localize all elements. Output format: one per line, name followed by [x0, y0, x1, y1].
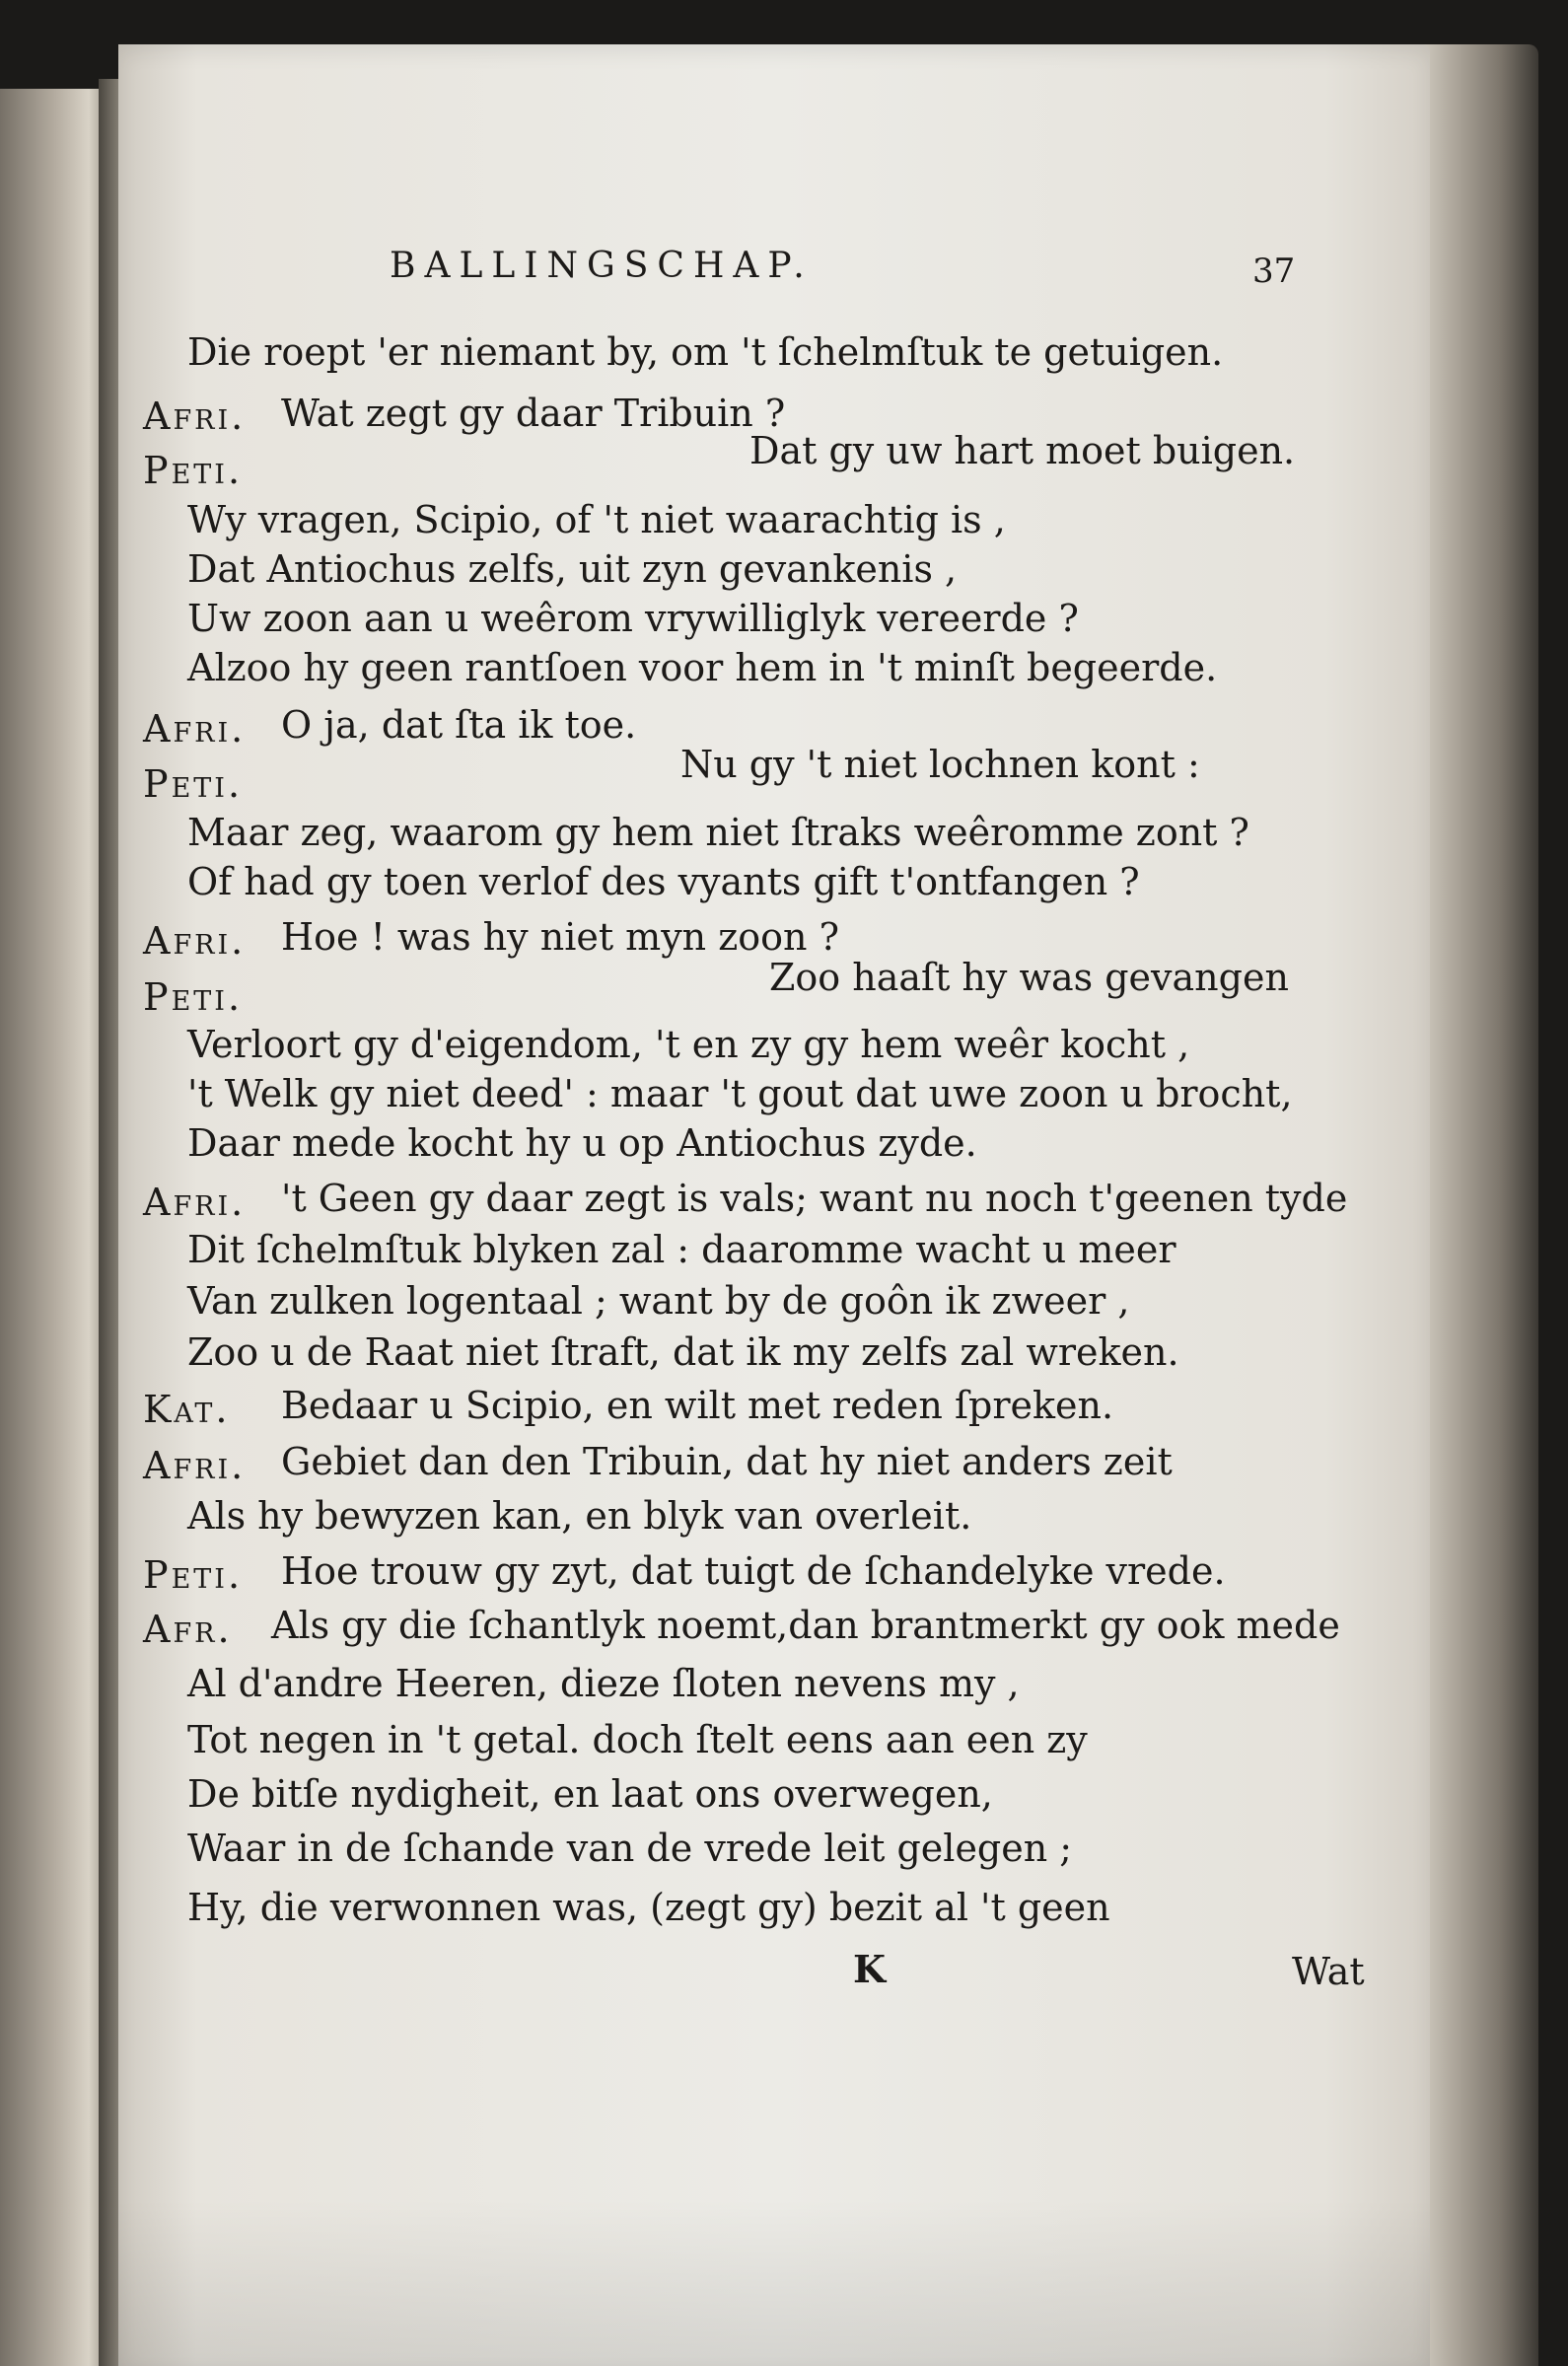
speaker-label: Afri.: [143, 919, 247, 963]
verse-line: Gebiet dan den Tribuin, dat hy niet anders zeit: [281, 1440, 1173, 1483]
verse-line: Uw zoon aan u weêrom vrywilliglyk vereerde ?: [187, 597, 1079, 640]
verse-line: O ja, dat ſta ik toe.: [281, 703, 637, 747]
verse-line: Hoe trouw gy zyt, dat tuigt de ſchandelyke vrede.: [281, 1549, 1226, 1593]
running-head: BALLINGSCHAP.: [390, 246, 814, 286]
catchword: Wat: [1292, 1950, 1365, 1993]
speaker-label: Peti.: [143, 762, 244, 806]
verse-line: Van zulken logentaal ; want by de goôn ik zweer ,: [187, 1279, 1130, 1323]
verse-line: Tot negen in 't getal. doch ſtelt eens aan een zy: [187, 1718, 1088, 1761]
speaker-label: Peti.: [143, 1553, 244, 1597]
verse-line: Waar in de ſchande van de vrede leit gelegen ;: [187, 1827, 1073, 1870]
speaker-label: Afri.: [143, 1444, 247, 1487]
verse-line: Zoo u de Raat niet ſtraft, dat ik my zelfs zal wreken.: [187, 1330, 1179, 1374]
page-number: 37: [1252, 251, 1296, 291]
verse-line: De bitſe nydigheit, en laat ons overwegen,: [187, 1772, 993, 1816]
verse-line: Die roept 'er niemant by, om 't ſchelmſtuk te getuigen.: [187, 330, 1224, 374]
speaker-label: Afri.: [143, 394, 247, 438]
signature-mark: K: [853, 1947, 887, 1991]
verse-line: Dit ſchelmſtuk blyken zal : daaromme wacht u meer: [187, 1228, 1176, 1271]
speaker-label: Afri.: [143, 707, 247, 751]
verse-line: Alzoo hy geen rantſoen voor hem in 't minſt begeerde.: [187, 646, 1218, 689]
speaker-label: Afr.: [143, 1608, 233, 1651]
verse-line: Maar zeg, waarom gy hem niet ſtraks weêromme zont ?: [187, 811, 1249, 854]
verse-line: Bedaar u Scipio, en wilt met reden ſpreken.: [281, 1384, 1114, 1427]
verse-line: Hoe ! was hy niet myn zoon ?: [281, 915, 839, 959]
verse-line: Verloort gy d'eigendom, 't en zy gy hem weêr kocht ,: [187, 1023, 1190, 1066]
speaker-label: Peti.: [143, 975, 244, 1019]
speaker-label: Peti.: [143, 449, 244, 492]
verse-line: Wy vragen, Scipio, of 't niet waarachtig is ,: [187, 498, 1006, 541]
verse-line: Daar mede kocht hy u op Antiochus zyde.: [187, 1121, 977, 1165]
verse-line: Wat zegt gy daar Tribuin ?: [281, 392, 786, 435]
verse-line: Zoo haaſt hy was gevangen: [769, 956, 1289, 999]
verse-line: 't Geen gy daar zegt is vals; want nu noch t'geenen tyde: [281, 1177, 1348, 1220]
verse-line: 't Welk gy niet deed' : maar 't gout dat uwe zoon u brocht,: [187, 1072, 1293, 1115]
verse-line: Dat Antiochus zelfs, uit zyn gevankenis ,: [187, 547, 958, 591]
verse-line: Dat gy uw hart moet buigen.: [749, 429, 1296, 472]
verse-line: Als gy die ſchantlyk noemt,dan brantmerkt gy ook mede: [271, 1604, 1340, 1647]
speaker-label: Afri.: [143, 1181, 247, 1224]
verse-line: Hy, die verwonnen was, (zegt gy) bezit al 't geen: [187, 1886, 1110, 1929]
verse-line: Al d'andre Heeren, dieze ſloten nevens my ,: [187, 1662, 1020, 1705]
speaker-label: Kat.: [143, 1388, 231, 1431]
left-page-edge: [0, 89, 113, 2366]
verse-line: Of had gy toen verlof des vyants gift t'ontfangen ?: [187, 860, 1140, 903]
verse-line: Als hy bewyzen kan, en blyk van overleit.: [187, 1494, 972, 1538]
page-shadow: [118, 2199, 1430, 2366]
verse-line: Nu gy 't niet lochnen kont :: [680, 743, 1200, 786]
